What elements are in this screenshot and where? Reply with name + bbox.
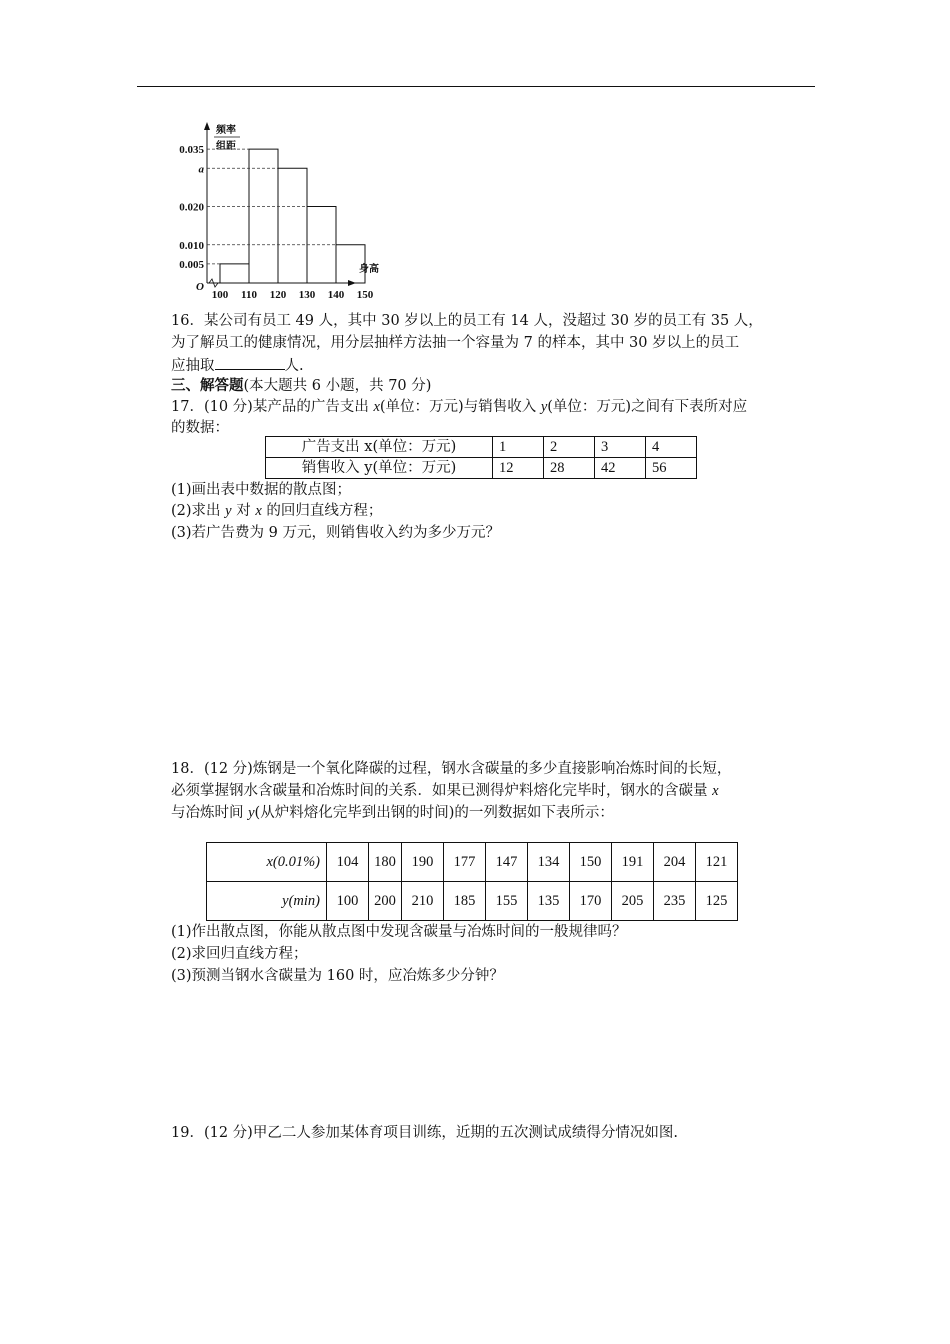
q17-sub1: (1)画出表中数据的散点图； [171,482,352,498]
q18-line2 [171,781,719,801]
q18-line3-post: (从炉料熔化完毕到出钢的时间)的一列数据如下表所示： [254,805,614,821]
row-label: 销售收入 y(单位：万元) [266,458,493,479]
origin-label: O [196,281,204,293]
table-cell: 205 [612,882,654,921]
q16-line3 [171,355,304,376]
q17-sub2-var-x: x [255,503,262,519]
q17-line1-pre: 17．(10 分)某产品的广告支出 [171,399,374,415]
q18-sub2: (2)求回归直线方程； [171,946,308,962]
q17-var-x: x [373,399,380,415]
q17-sub2-var-y: y [225,503,232,519]
y-label-bottom: 组距 [216,141,236,152]
row-label: y(min) [207,882,327,921]
table-cell: 155 [486,882,528,921]
y-axis-arrow [204,122,210,130]
q17-sub3: (3)若广告费为 9 万元，则销售收入约为多少万元？ [171,525,500,541]
x-label: 身高 [359,264,379,275]
q18-sub3: (3)预测当钢水含碳量为 160 时，应冶炼多少分钟？ [171,968,504,984]
table-cell: 170 [570,882,612,921]
q16-line2: 为了解员工的健康情况，用分层抽样方法抽一个容量为 7 的样本，其中 30 岁以上的员工 [171,335,740,351]
table-cell: 150 [570,843,612,882]
y-tick-label: 0.010 [179,239,204,252]
q16-line3-pre: 应抽取 [171,358,215,374]
y-tick-label: a [198,163,204,176]
row-label: 广告支出 x(单位：万元) [266,437,493,458]
frequency-histogram [160,118,400,303]
table-cell: 177 [444,843,486,882]
carbon-time-table [206,842,738,921]
table-cell: 2 [544,437,595,458]
table-cell: 56 [646,458,697,479]
q18-line2-pre: 必须掌握钢水含碳量和冶炼时间的关系．如果已测得炉料熔化完毕时，钢水的含碳量 [171,783,713,799]
table-cell: 204 [654,843,696,882]
table-cell: 104 [327,843,369,882]
table-row [207,882,738,921]
table-row [266,458,697,479]
q17-line1-mid: (单位：万元)与销售收入 [379,399,541,415]
q17-sub2-mid: 对 [231,503,256,519]
q17-line1 [171,397,747,417]
q16-line3-post: 人. [284,358,304,374]
q17-var-y: y [540,399,548,415]
table-cell: 42 [595,458,646,479]
section3-note: (本大题共 6 小题，共 70 分) [243,378,432,394]
table-cell: 191 [612,843,654,882]
y-label-top: 频率 [216,125,236,136]
q19-line1: 19．(12 分)甲乙二人参加某体育项目训练，近期的五次测试成绩得分情况如图. [171,1125,678,1141]
q16-line1: 16．某公司有员工 49 人，其中 30 岁以上的员工有 14 人，没超过 30 岁的员工有 35 人， [171,313,763,329]
table-cell: 28 [544,458,595,479]
x-tick-label: 140 [327,289,345,301]
y-tick-label: 0.020 [179,201,204,214]
table-cell: 135 [528,882,570,921]
table-cell: 12 [493,458,544,479]
table-cell: 3 [595,437,646,458]
q18-line3 [171,803,614,823]
table-cell: 147 [486,843,528,882]
q17-sub2-pre: (2)求出 [171,503,226,519]
table-cell: 121 [696,843,738,882]
histogram-bar [249,149,278,283]
y-tick-label: 0.005 [179,258,204,271]
x-tick-label: 120 [269,289,287,301]
table-cell: 185 [444,882,486,921]
table-cell: 100 [327,882,369,921]
x-tick-label: 150 [356,289,374,301]
table-cell: 210 [402,882,444,921]
table-cell: 180 [369,843,402,882]
table-cell: 235 [654,882,696,921]
q17-sub2 [171,501,382,521]
table-cell: 134 [528,843,570,882]
y-tick-label: 0.035 [179,144,204,157]
answer-blank [215,355,285,370]
table-cell: 190 [402,843,444,882]
x-tick-label: 130 [298,289,316,301]
table-cell: 1 [493,437,544,458]
table-cell: 125 [696,882,738,921]
q18-var-y: y [248,805,255,821]
q18-var-x: x [712,783,719,799]
section3-title: 三、解答题 [171,378,244,394]
q17-line1-post: (单位：万元)之间有下表所对应 [547,399,748,415]
x-tick-label: 110 [241,289,257,301]
q18-sub1: (1)作出散点图，你能从散点图中发现含碳量与冶炼时间的一般规律吗？ [171,924,627,940]
histogram-bar [278,168,307,283]
histogram-bar [220,264,249,283]
q18-line3-pre: 与冶炼时间 [171,805,249,821]
q17-line2: 的数据： [171,420,229,436]
table-row [266,437,697,458]
section3-heading [171,376,431,396]
table-cell: 4 [646,437,697,458]
x-tick-label: 100 [211,289,229,301]
header-rule [137,86,815,87]
table-cell: 200 [369,882,402,921]
q18-line1: 18．(12 分)炼钢是一个氧化降碳的过程，钢水含碳量的多少直接影响冶炼时间的长短， [171,761,732,777]
q17-sub2-post: 的回归直线方程； [261,503,383,519]
row-label: x(0.01%) [207,843,327,882]
table-row [207,843,738,882]
ad-sales-table [265,436,697,479]
histogram-bar [307,207,336,284]
